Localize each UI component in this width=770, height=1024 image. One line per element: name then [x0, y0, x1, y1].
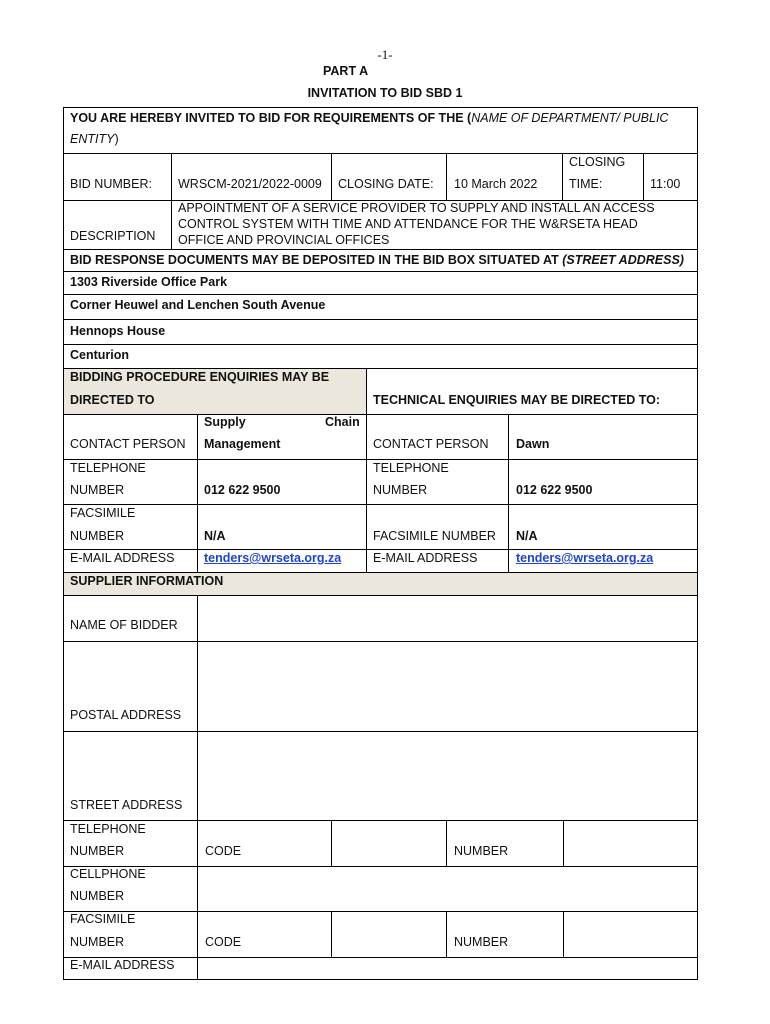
invitation-line-1: YOU ARE HEREBY INVITED TO BID FOR REQUIREMENTS OF THE (NAME OF DEPARTMENT/ PUBLIC	[70, 111, 669, 125]
telephone-label-1: TELEPHONE	[373, 461, 449, 475]
description-label-cell	[63, 200, 172, 250]
technical-enquiries-heading: TECHNICAL ENQUIRIES MAY BE DIRECTED TO:	[373, 393, 661, 407]
deposit-address-line: Hennops House	[70, 324, 166, 338]
closing-date-value: 10 March 2022	[454, 177, 538, 191]
facsimile-code-label: CODE	[205, 935, 242, 949]
bidding-contact-value-1b: Chain	[325, 415, 360, 429]
bidding-contact-value-cell	[197, 414, 367, 460]
facsimile-number-label: NUMBER	[454, 935, 509, 949]
deposit-address-line: Corner Heuwel and Lenchen South Avenue	[70, 298, 326, 312]
facsimile-label-2: NUMBER	[70, 529, 125, 543]
supplier-email-label: E-MAIL ADDRESS	[70, 958, 175, 972]
deposit-heading-cell	[63, 249, 698, 272]
supplier-telephone-label-1: TELEPHONE	[70, 822, 146, 836]
closing-time-label-2: TIME:	[569, 177, 603, 191]
bidding-telephone-value-cell	[197, 459, 367, 505]
bidding-facsimile-value: N/A	[204, 529, 226, 543]
deposit-heading: BID RESPONSE DOCUMENTS MAY BE DEPOSITED IN THE BID BOX SITUATED AT (STREET ADDRESS)	[70, 253, 684, 267]
facsimile-code-field[interactable]	[331, 911, 447, 958]
bid-number-label-cell	[63, 153, 172, 201]
postal-address-label: POSTAL ADDRESS	[70, 708, 182, 722]
street-address-label: STREET ADDRESS	[70, 798, 183, 812]
telephone-code-field[interactable]	[331, 820, 447, 867]
supplier-facsimile-label-cell	[63, 911, 198, 958]
description-value-cell	[171, 200, 698, 250]
supplier-email-label-cell	[63, 957, 198, 980]
bidding-telephone-value: 012 622 9500	[204, 483, 281, 497]
deposit-address-line: Centurion	[70, 348, 130, 362]
bidding-email-link[interactable]: tenders@wrseta.org.za	[204, 551, 342, 565]
contact-person-label: CONTACT PERSON	[70, 437, 186, 451]
closing-time-label-1: CLOSING	[569, 155, 626, 169]
bidding-facsimile-label-cell	[63, 504, 198, 550]
description-line-2: CONTROL SYSTEM WITH TIME AND ATTENDANCE FOR THE W&RSETA HEAD	[178, 217, 638, 231]
supplier-facsimile-label-1: FACSIMILE	[70, 912, 136, 926]
bid-number-label: BID NUMBER:	[70, 177, 152, 191]
technical-contact-value-cell	[508, 414, 698, 460]
postal-address-label-cell	[63, 641, 198, 732]
facsimile-code-label-cell	[197, 911, 332, 958]
technical-facsimile-value-cell	[508, 504, 698, 550]
closing-time-label-cell	[562, 153, 644, 201]
facsimile-number-label-cell	[446, 911, 564, 958]
bidding-telephone-label-cell	[63, 459, 198, 505]
technical-telephone-label-cell	[366, 459, 509, 505]
description-label: DESCRIPTION	[70, 229, 156, 243]
closing-date-label: CLOSING DATE:	[338, 177, 434, 191]
supplier-telephone-label-2: NUMBER	[70, 844, 125, 858]
telephone-label-2: NUMBER	[70, 483, 125, 497]
supplier-facsimile-label-2: NUMBER	[70, 935, 125, 949]
technical-telephone-value-cell	[508, 459, 698, 505]
facsimile-number-field[interactable]	[563, 911, 698, 958]
telephone-label-1: TELEPHONE	[70, 461, 146, 475]
bidding-contact-label-cell	[63, 414, 198, 460]
cellphone-label-2: NUMBER	[70, 889, 125, 903]
telephone-code-label: CODE	[205, 844, 242, 858]
invitation-cell	[63, 107, 698, 154]
technical-email-label-cell	[366, 549, 509, 573]
form-title: INVITATION TO BID SBD 1	[307, 86, 463, 100]
telephone-number-label: NUMBER	[454, 844, 509, 858]
supplier-heading-cell	[63, 572, 698, 596]
bidding-email-value-cell	[197, 549, 367, 573]
cellphone-label-cell	[63, 866, 198, 912]
facsimile-number-label: FACSIMILE NUMBER	[373, 529, 496, 543]
technical-contact-value: Dawn	[516, 437, 550, 451]
telephone-number-label-cell	[446, 820, 564, 867]
technical-facsimile-value: N/A	[516, 529, 538, 543]
deposit-address-row	[63, 271, 698, 295]
supplier-heading: SUPPLIER INFORMATION	[70, 574, 224, 588]
technical-email-link[interactable]: tenders@wrseta.org.za	[516, 551, 654, 565]
cellphone-field[interactable]	[197, 866, 698, 912]
deposit-address-row	[63, 344, 698, 369]
email-label: E-MAIL ADDRESS	[373, 551, 478, 565]
closing-time-value-cell	[643, 153, 698, 201]
deposit-address-row	[63, 294, 698, 320]
telephone-number-field[interactable]	[563, 820, 698, 867]
bid-number-value: WRSCM-2021/2022-0009	[178, 177, 322, 191]
technical-contact-label-cell	[366, 414, 509, 460]
description-line-3: OFFICE AND PROVINCIAL OFFICES	[178, 233, 390, 247]
bidding-facsimile-value-cell	[197, 504, 367, 550]
invitation-line-2: ENTITY)	[70, 132, 119, 146]
bidding-contact-value-2: Management	[204, 437, 281, 451]
bidder-name-field[interactable]	[197, 595, 698, 642]
bidder-name-label-cell	[63, 595, 198, 642]
street-address-label-cell	[63, 731, 198, 821]
technical-facsimile-label-cell	[366, 504, 509, 550]
deposit-address-row	[63, 319, 698, 345]
closing-date-label-cell	[331, 153, 447, 201]
bid-number-value-cell	[171, 153, 332, 201]
postal-address-field[interactable]	[197, 641, 698, 732]
bidder-name-label: NAME OF BIDDER	[70, 618, 178, 632]
supplier-telephone-label-cell	[63, 820, 198, 867]
page-number: -1-	[377, 47, 393, 62]
facsimile-label-1: FACSIMILE	[70, 506, 136, 520]
telephone-code-label-cell	[197, 820, 332, 867]
description-line-1: APPOINTMENT OF A SERVICE PROVIDER TO SUPPLY AND INSTALL AN ACCESS	[178, 201, 655, 215]
bidding-email-label-cell	[63, 549, 198, 573]
deposit-address-line: 1303 Riverside Office Park	[70, 275, 228, 289]
telephone-label-2: NUMBER	[373, 483, 428, 497]
closing-date-value-cell	[446, 153, 563, 201]
technical-enquiries-heading-cell	[366, 368, 698, 415]
street-address-field[interactable]	[197, 731, 698, 821]
bidding-contact-value-1a: Supply	[204, 415, 246, 429]
closing-time-value: 11:00	[650, 177, 681, 191]
technical-telephone-value: 012 622 9500	[516, 483, 593, 497]
technical-email-value-cell	[508, 549, 698, 573]
cellphone-label-1: CELLPHONE	[70, 867, 146, 881]
email-label: E-MAIL ADDRESS	[70, 551, 175, 565]
supplier-email-field[interactable]	[197, 957, 698, 980]
bidding-enquiries-heading-2: DIRECTED TO	[70, 393, 155, 407]
bidding-enquiries-heading-cell	[63, 368, 367, 415]
contact-person-label: CONTACT PERSON	[373, 437, 489, 451]
bidding-enquiries-heading-1: BIDDING PROCEDURE ENQUIRIES MAY BE	[70, 370, 330, 384]
part-label: PART A	[323, 64, 369, 78]
